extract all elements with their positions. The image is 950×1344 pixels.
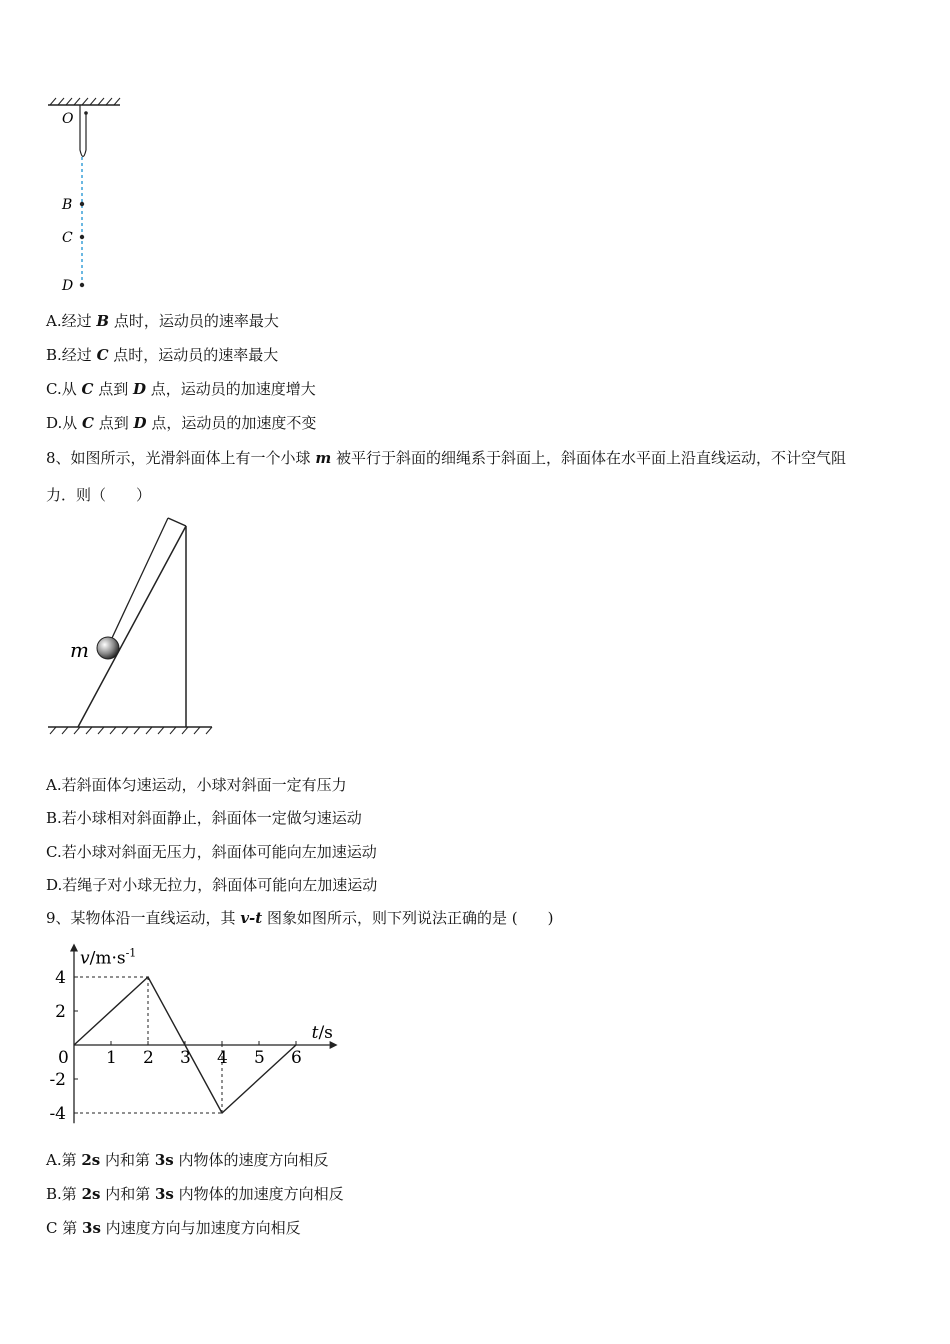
x-tick-label: 2 bbox=[143, 1048, 154, 1068]
q8-stem-line2: 力．则（ ） bbox=[46, 486, 152, 504]
q7-option-c[interactable]: C.从 C 点到 D 点，运动员的加速度增大 bbox=[46, 380, 316, 398]
q8-option-c[interactable]: C.若小球对斜面无压力，斜面体可能向左加速运动 bbox=[46, 843, 377, 861]
vt-chart bbox=[40, 935, 340, 1130]
q7-option-d[interactable]: D.从 C 点到 D 点，运动员的加速度不变 bbox=[46, 414, 317, 432]
x-tick-label: 3 bbox=[180, 1048, 191, 1068]
x-tick-label: 0 bbox=[58, 1048, 69, 1068]
q9-option-a[interactable]: A.第 2s 内和第 3s 内物体的速度方向相反 bbox=[46, 1151, 329, 1169]
y-axis-label: $v/m\cdot s^{-1}$ bbox=[80, 946, 137, 969]
q9-stem: 9、某物体沿一直线运动，其 v-t 图象如图所示，则下列说法正确的是 ( ) bbox=[46, 909, 554, 927]
y-tick-label: -4 bbox=[49, 1104, 66, 1124]
x-axis-label: t/s bbox=[311, 1023, 333, 1043]
q8-stem: 8、如图所示，光滑斜面体上有一个小球 m 被平行于斜面的细绳系于斜面上，斜面体在水平面上沿直线运动，不计空气阻 bbox=[46, 449, 846, 467]
y-tick-label: 2 bbox=[55, 1002, 66, 1022]
figure-incline bbox=[44, 512, 224, 744]
label-D: D bbox=[62, 278, 74, 294]
y-axis-arrow bbox=[70, 944, 78, 952]
q8-option-b[interactable]: B.若小球相对斜面静止，斜面体一定做匀速运动 bbox=[46, 809, 362, 827]
q8-option-a[interactable]: A.若斜面体匀速运动，小球对斜面一定有压力 bbox=[46, 776, 347, 794]
x-tick-label: 1 bbox=[106, 1048, 117, 1068]
q9-option-b[interactable]: B.第 2s 内和第 3s 内物体的加速度方向相反 bbox=[46, 1185, 344, 1203]
q7-option-b[interactable]: B.经过 C 点时，运动员的速率最大 bbox=[46, 346, 279, 364]
y-tick-label: -2 bbox=[49, 1070, 66, 1090]
x-tick-label: 4 bbox=[217, 1048, 228, 1068]
label-B: B bbox=[62, 197, 73, 213]
q9-option-c[interactable]: C 第 3s 内速度方向与加速度方向相反 bbox=[46, 1219, 301, 1237]
x-tick-label: 6 bbox=[291, 1048, 302, 1068]
label-C: C bbox=[62, 230, 73, 246]
q8-option-d[interactable]: D.若绳子对小球无拉力，斜面体可能向左加速运动 bbox=[46, 876, 378, 894]
q7-option-a[interactable]: A.经过 B 点时，运动员的速率最大 bbox=[46, 312, 279, 330]
y-tick-label: 4 bbox=[55, 968, 66, 988]
x-tick-label: 5 bbox=[254, 1048, 265, 1068]
label-m: m bbox=[70, 638, 89, 662]
label-O: O bbox=[62, 111, 74, 127]
figure-rope bbox=[40, 95, 140, 295]
